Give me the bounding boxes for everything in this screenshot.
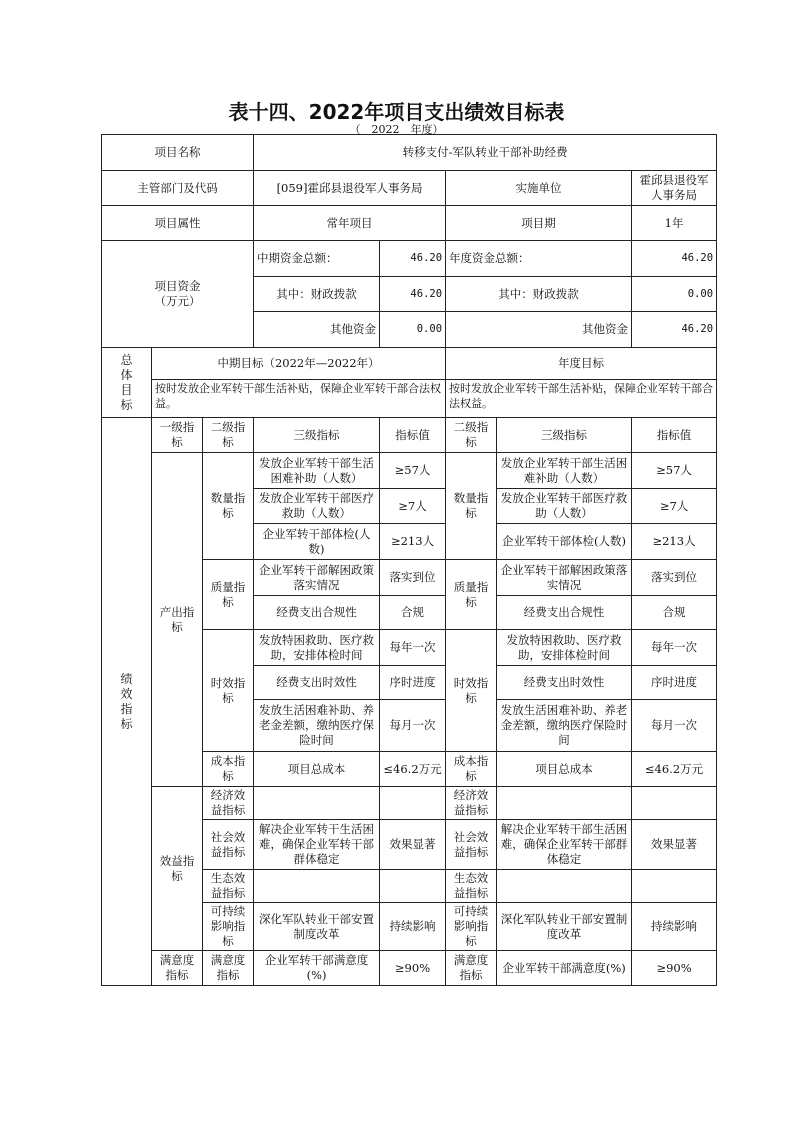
mid-q2: 发放企业军转干部医疗救助（人数）	[254, 489, 380, 524]
mid-sat1: 企业军转干部满意度(%)	[254, 951, 380, 986]
year-q3: 企业军转干部体检(人数)	[497, 524, 632, 560]
year-total-label: 年度资金总额：	[446, 241, 632, 277]
year-c1: 项目总成本	[497, 752, 632, 787]
mid-s1: 解决企业军转干生活困难，确保企业军转干部群体稳定	[254, 820, 380, 870]
mid-t2-value: 序时进度	[380, 666, 446, 700]
quality-indicator-label-year: 质量指标	[446, 560, 497, 630]
impl-value: 霍邱县退役军人事务局	[632, 171, 717, 206]
table-row	[102, 787, 717, 820]
mid-q3-value: ≥213人	[380, 524, 446, 560]
ecological-indicator-label-year: 生态效益指标	[446, 870, 497, 903]
mid-c1-value: ≤46.2万元	[380, 752, 446, 787]
year-goal-header: 年度目标	[446, 348, 717, 380]
social-indicator-label-year: 社会效益指标	[446, 820, 497, 870]
mid-t3: 发放生活困难补助、养老金差额，缴纳医疗保险时间	[254, 700, 380, 752]
year-t3-value: 每月一次	[632, 700, 717, 752]
project-name-value: 转移支付-军队转业干部补助经费	[254, 135, 717, 171]
mid-fiscal-label: 其中：财政拨款	[254, 277, 380, 312]
perf-header-l2: 二级指标	[203, 418, 254, 453]
year-t2-value: 序时进度	[632, 666, 717, 700]
table-row	[102, 348, 717, 380]
mid-q2-value: ≥7人	[380, 489, 446, 524]
quantity-indicator-label: 数量指标	[203, 453, 254, 560]
overall-goal-label: 总体目标	[102, 348, 152, 418]
perf-header-l1: 一级指标	[152, 418, 203, 453]
year-t3: 发放生活困难补助、养老金差额，缴纳医疗保险时间	[497, 700, 632, 752]
funds-label-line2: （万元）	[154, 294, 201, 308]
mid-t2: 经费支出时效性	[254, 666, 380, 700]
year-qa1: 企业军转干部解困政策落实情况	[497, 560, 632, 596]
year-s1: 解决企业军转干部生活困难，确保企业军转干部群体稳定	[497, 820, 632, 870]
mid-qa1-value: 落实到位	[380, 560, 446, 596]
year-q1: 发放企业军转干部生活困难补助（人数）	[497, 453, 632, 489]
page-title: 表十四、2022年项目支出绩效目标表	[228, 100, 565, 124]
satisfaction-l1-label: 满意度指标	[152, 951, 203, 986]
sustainable-indicator-label: 可持续影响指标	[203, 903, 254, 951]
year-goal-text: 按时发放企业军转干部生活补贴，保障企业军转干部合法权益。	[446, 380, 717, 418]
table-row	[102, 171, 717, 206]
mid-qa2: 经费支出合规性	[254, 596, 380, 630]
year-other-value: 46.20	[632, 312, 717, 348]
mid-economic-value-empty	[380, 787, 446, 820]
mid-goal-text: 按时发放企业军转干部生活补贴，保障企业军转干部合法权益。	[152, 380, 446, 418]
period-value: 1年	[632, 206, 717, 241]
satisfaction-l2-label: 满意度指标	[203, 951, 254, 986]
year-t1: 发放特困救助、医疗救助，安排体检时间	[497, 630, 632, 666]
year-economic-empty	[497, 787, 632, 820]
table-row	[102, 241, 717, 277]
mid-q1: 发放企业军转干部生活困难补助（人数）	[254, 453, 380, 489]
year-qa2: 经费支出合规性	[497, 596, 632, 630]
satisfaction-l2-label-year: 满意度指标	[446, 951, 497, 986]
perf-header-value: 指标值	[380, 418, 446, 453]
social-indicator-label: 社会效益指标	[203, 820, 254, 870]
year-sat1-value: ≥90%	[632, 951, 717, 986]
perf-header-l3-year: 三级指标	[497, 418, 632, 453]
mid-economic-empty	[254, 787, 380, 820]
benefit-indicator-label: 效益指标	[152, 787, 203, 951]
year-sat1: 企业军转干部满意度(%)	[497, 951, 632, 986]
year-other-label: 其他资金	[446, 312, 632, 348]
attr-value: 常年项目	[254, 206, 446, 241]
cost-indicator-label-year: 成本指标	[446, 752, 497, 787]
table-row	[102, 380, 717, 418]
quantity-indicator-label-year: 数量指标	[446, 453, 497, 560]
year-qa1-value: 落实到位	[632, 560, 717, 596]
output-indicator-label: 产出指标	[152, 453, 203, 787]
year-su1-value: 持续影响	[632, 903, 717, 951]
mid-su1-value: 持续影响	[380, 903, 446, 951]
mid-total-label: 中期资金总额：	[254, 241, 380, 277]
table-row	[102, 418, 717, 453]
mid-su1: 深化军队转业干部安置制度改革	[254, 903, 380, 951]
mid-q3: 企业军转干部体检(人数)	[254, 524, 380, 560]
performance-target-table	[101, 134, 717, 986]
mid-total-value: 46.20	[380, 241, 446, 277]
year-s1-value: 效果显著	[632, 820, 717, 870]
perf-header-l3: 三级指标	[254, 418, 380, 453]
mid-t3-value: 每月一次	[380, 700, 446, 752]
mid-other-value: 0.00	[380, 312, 446, 348]
attr-label: 项目属性	[102, 206, 254, 241]
year-t1-value: 每年一次	[632, 630, 717, 666]
year-ecological-value-empty	[632, 870, 717, 903]
perf-header-l2-year: 二级指标	[446, 418, 497, 453]
year-c1-value: ≤46.2万元	[632, 752, 717, 787]
page-subtitle: （ 2022 年度）	[349, 123, 444, 136]
cost-indicator-label: 成本指标	[203, 752, 254, 787]
year-economic-value-empty	[632, 787, 717, 820]
mid-ecological-empty	[254, 870, 380, 903]
year-q2-value: ≥7人	[632, 489, 717, 524]
mid-qa1: 企业军转干部解困政策落实情况	[254, 560, 380, 596]
time-indicator-label-year: 时效指标	[446, 630, 497, 752]
economic-indicator-label-year: 经济效益指标	[446, 787, 497, 820]
mid-c1: 项目总成本	[254, 752, 380, 787]
mid-q1-value: ≥57人	[380, 453, 446, 489]
mid-fiscal-value: 46.20	[380, 277, 446, 312]
year-q2: 发放企业军转干部医疗救助（人数）	[497, 489, 632, 524]
mid-qa2-value: 合规	[380, 596, 446, 630]
ecological-indicator-label: 生态效益指标	[203, 870, 254, 903]
dept-label: 主管部门及代码	[102, 171, 254, 206]
year-fiscal-label: 其中：财政拨款	[446, 277, 632, 312]
year-qa2-value: 合规	[632, 596, 717, 630]
table-row	[102, 135, 717, 171]
quality-indicator-label: 质量指标	[203, 560, 254, 630]
mid-sat1-value: ≥90%	[380, 951, 446, 986]
year-ecological-empty	[497, 870, 632, 903]
mid-other-label: 其他资金	[254, 312, 380, 348]
mid-t1: 发放特困救助、医疗救助，安排体检时间	[254, 630, 380, 666]
impl-label: 实施单位	[446, 171, 632, 206]
sustainable-indicator-label-year: 可持续影响指标	[446, 903, 497, 951]
year-fiscal-value: 0.00	[632, 277, 717, 312]
dept-value: [059]霍邱县退役军人事务局	[254, 171, 446, 206]
economic-indicator-label: 经济效益指标	[203, 787, 254, 820]
mid-ecological-value-empty	[380, 870, 446, 903]
period-label: 项目期	[446, 206, 632, 241]
perf-header-value-year: 指标值	[632, 418, 717, 453]
funds-label	[102, 241, 254, 348]
table-row	[102, 453, 717, 489]
perf-label: 绩效指标	[102, 418, 152, 986]
table-row	[102, 206, 717, 241]
year-t2: 经费支出时效性	[497, 666, 632, 700]
year-total-value: 46.20	[632, 241, 717, 277]
year-su1: 深化军队转业干部安置制度改革	[497, 903, 632, 951]
funds-label-line1: 项目资金	[154, 279, 201, 293]
time-indicator-label: 时效指标	[203, 630, 254, 752]
year-q1-value: ≥57人	[632, 453, 717, 489]
mid-goal-header: 中期目标（2022年—2022年）	[152, 348, 446, 380]
mid-t1-value: 每年一次	[380, 630, 446, 666]
table-row	[102, 951, 717, 986]
mid-s1-value: 效果显著	[380, 820, 446, 870]
project-name-label: 项目名称	[102, 135, 254, 171]
year-q3-value: ≥213人	[632, 524, 717, 560]
